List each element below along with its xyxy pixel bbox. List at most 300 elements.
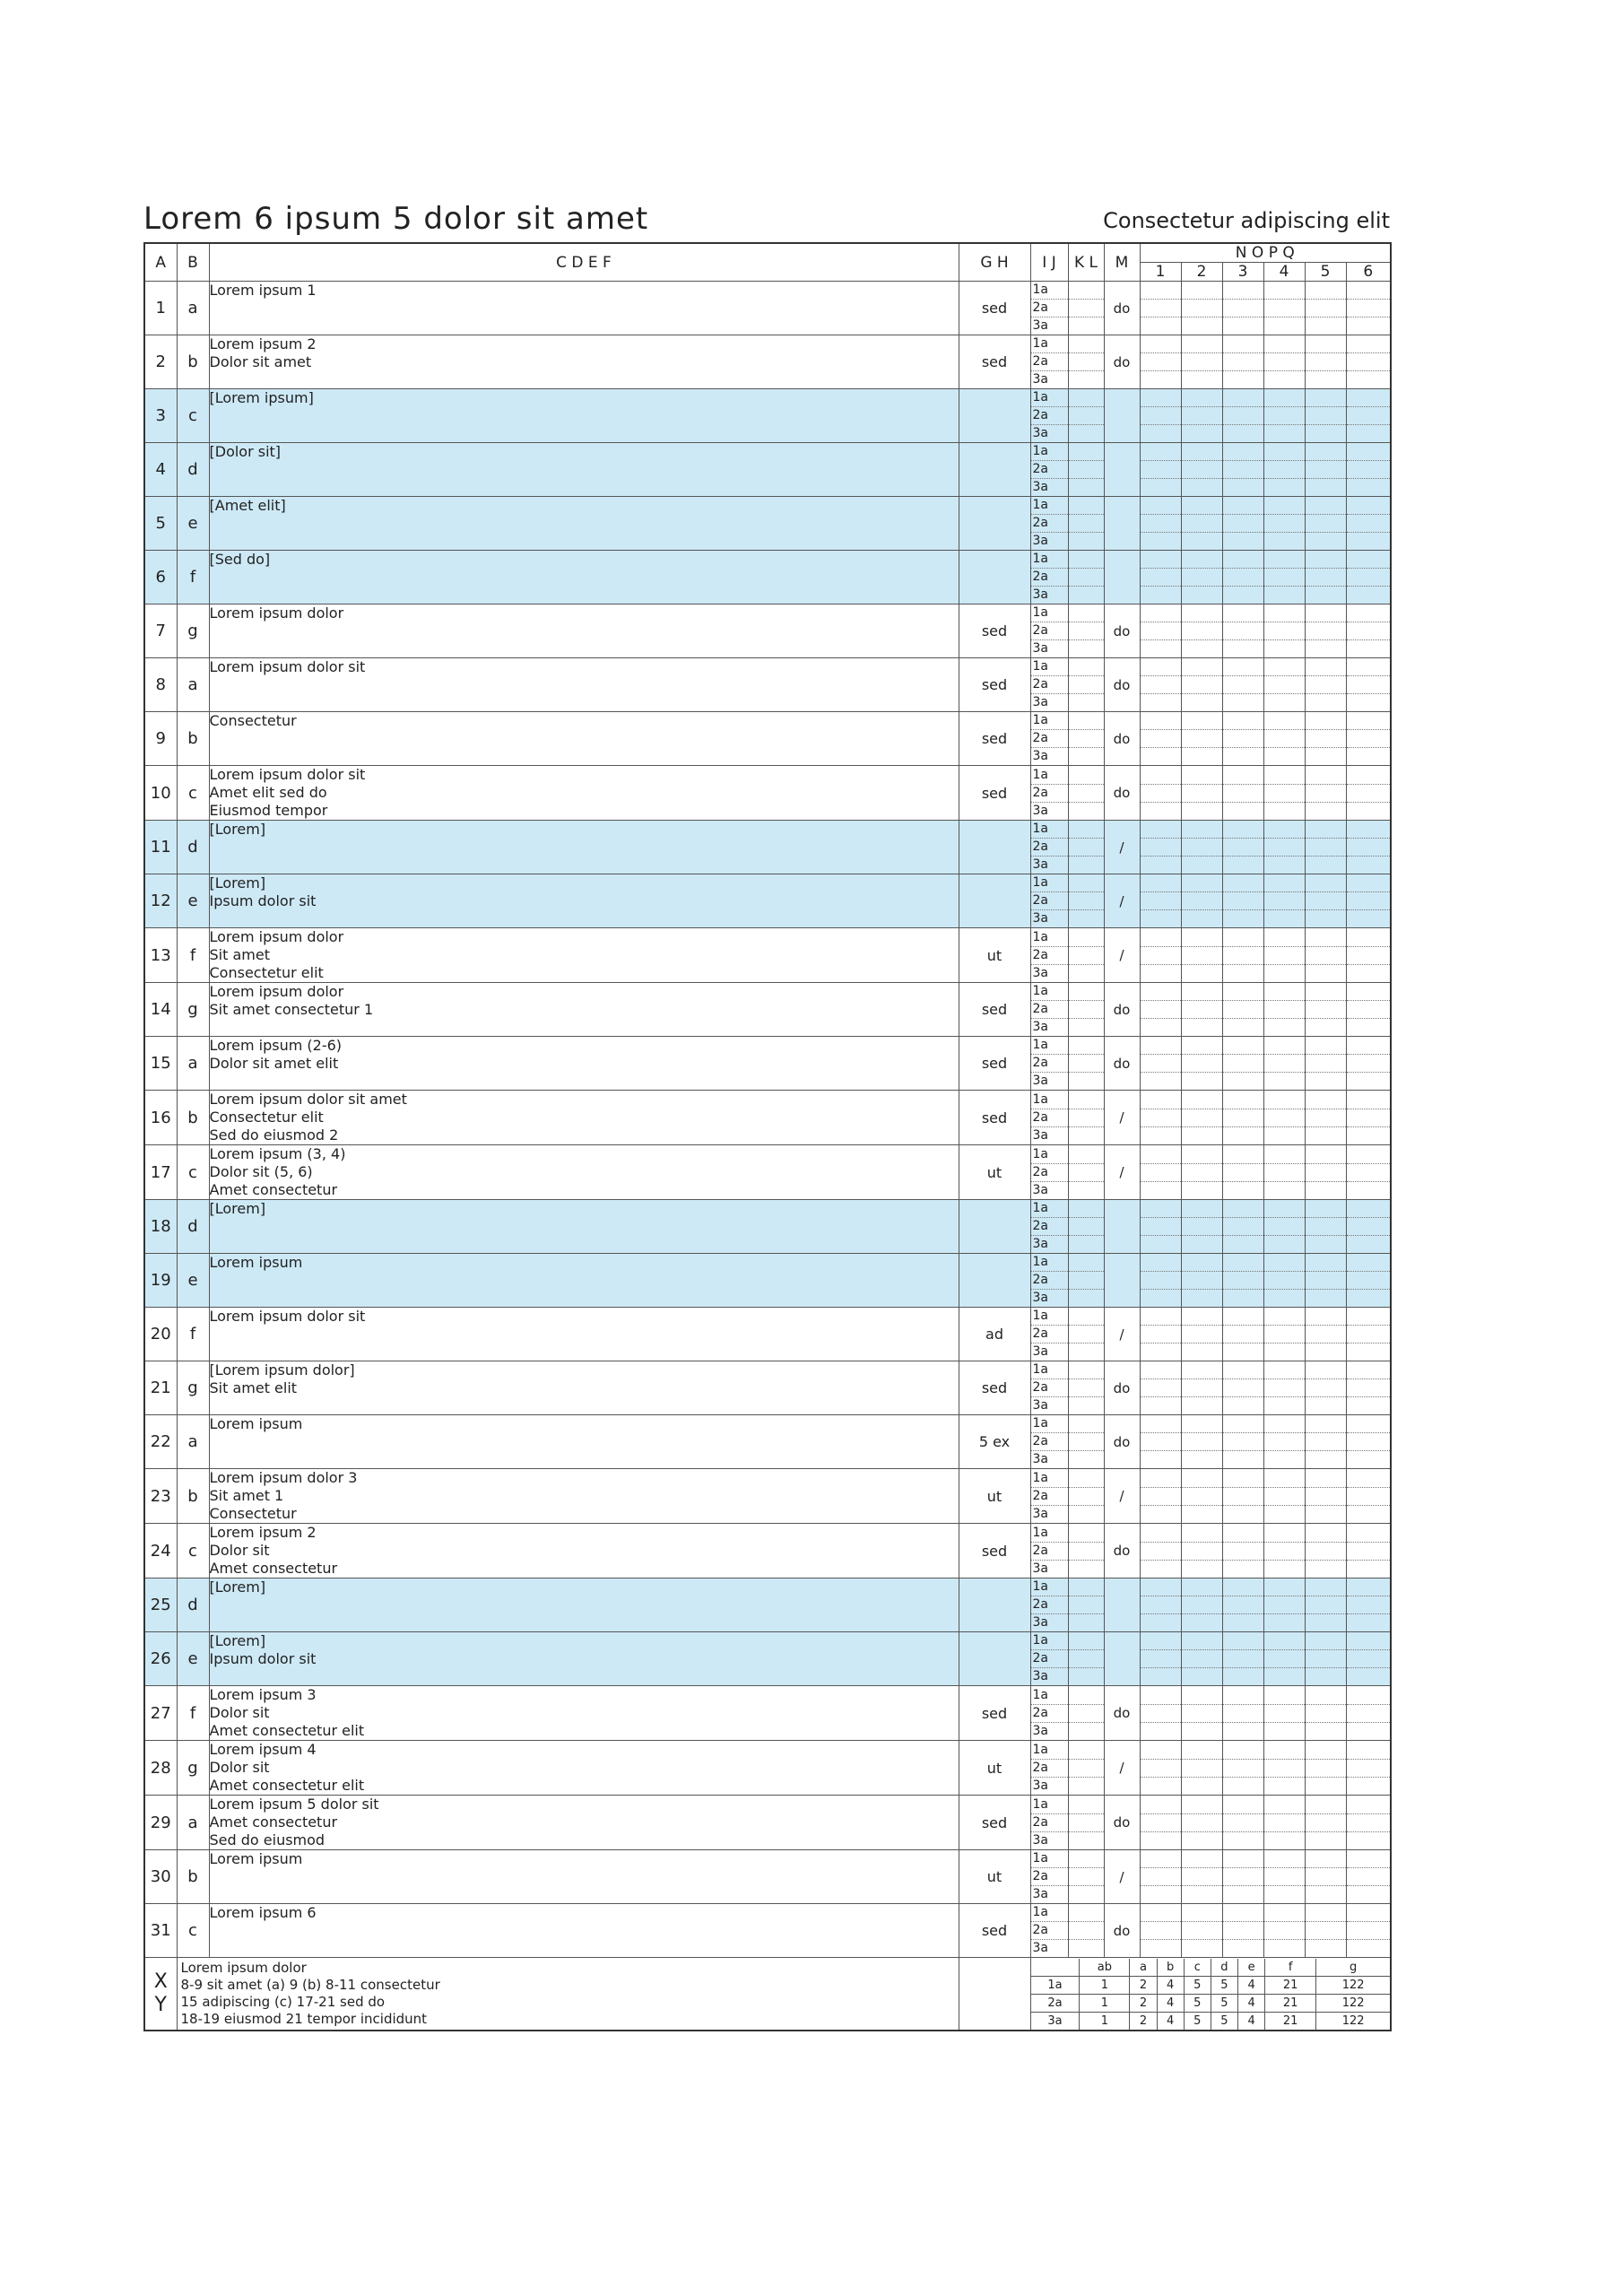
lesson-slot bbox=[1347, 874, 1391, 892]
lunch-slot bbox=[1069, 910, 1104, 927]
lesson-slot bbox=[1347, 425, 1391, 442]
lesson-slot bbox=[1182, 730, 1222, 748]
lesson-cell bbox=[1305, 1796, 1346, 1850]
grade-label: 2a bbox=[1031, 461, 1068, 479]
grade-cell bbox=[1030, 1308, 1068, 1361]
lesson-slot bbox=[1306, 730, 1346, 748]
lesson-slot bbox=[1347, 1525, 1391, 1543]
lesson-slot bbox=[1306, 1218, 1346, 1236]
lesson-slot bbox=[1264, 821, 1305, 839]
schedule-type: sed bbox=[959, 1091, 1030, 1145]
event-cell bbox=[209, 1200, 959, 1254]
lesson-slot bbox=[1264, 1650, 1305, 1668]
lesson-slot bbox=[1182, 1632, 1222, 1650]
lesson-slot bbox=[1141, 622, 1181, 640]
lesson-slot bbox=[1306, 1650, 1346, 1668]
day-row bbox=[144, 1578, 1391, 1632]
lesson-slot bbox=[1306, 1868, 1346, 1886]
lesson-slot bbox=[1182, 1182, 1222, 1199]
lesson-slot bbox=[1264, 1361, 1305, 1379]
lesson-cell bbox=[1181, 335, 1222, 389]
summary-cell-value: 4 bbox=[1238, 1994, 1265, 2012]
grade-cell bbox=[1030, 282, 1068, 335]
lunch-slot bbox=[1069, 1272, 1104, 1290]
lunch-cell bbox=[1068, 551, 1104, 604]
lesson-slot bbox=[1141, 658, 1181, 676]
lesson-slot bbox=[1182, 1814, 1222, 1832]
event-cell bbox=[209, 1850, 959, 1904]
lesson-slot bbox=[1347, 1361, 1391, 1379]
event-line: Sit amet bbox=[209, 946, 270, 963]
grade-label: 2a bbox=[1031, 730, 1068, 748]
lesson-cell bbox=[1222, 335, 1263, 389]
weekday: a bbox=[177, 1037, 209, 1091]
lesson-slot bbox=[1264, 1001, 1305, 1019]
weekday: c bbox=[177, 766, 209, 821]
lesson-slot bbox=[1347, 1055, 1391, 1073]
event-cell bbox=[209, 1796, 959, 1850]
lunch-slot bbox=[1069, 443, 1104, 461]
lesson-cell bbox=[1263, 1200, 1305, 1254]
lesson-cell bbox=[1263, 1091, 1305, 1145]
lesson-cell bbox=[1181, 497, 1222, 551]
lesson-slot bbox=[1223, 533, 1263, 550]
lesson-slot bbox=[1347, 730, 1391, 748]
lesson-slot bbox=[1141, 748, 1181, 765]
grade-cell bbox=[1030, 1850, 1068, 1904]
lesson-cell bbox=[1140, 766, 1181, 821]
lesson-slot bbox=[1141, 371, 1181, 388]
lesson-slot bbox=[1264, 1451, 1305, 1468]
lunch-slot bbox=[1069, 1778, 1104, 1795]
lesson-slot bbox=[1347, 640, 1391, 657]
grade-label: 3a bbox=[1032, 911, 1048, 926]
grade-label: 3a bbox=[1032, 1506, 1048, 1521]
event-line: Lorem ipsum bbox=[209, 1850, 303, 1867]
lunch-cell bbox=[1068, 1469, 1104, 1524]
lesson-slot bbox=[1306, 1415, 1346, 1433]
lesson-slot bbox=[1264, 1326, 1305, 1344]
summary-header-cell: d bbox=[1211, 1959, 1237, 1977]
schedule-type bbox=[959, 389, 1030, 443]
lunch-slot bbox=[1069, 1218, 1104, 1236]
lesson-slot bbox=[1264, 1109, 1305, 1127]
lesson-slot bbox=[1223, 1397, 1263, 1414]
lesson-slot bbox=[1347, 1632, 1391, 1650]
lesson-slot bbox=[1306, 461, 1346, 479]
lesson-slot bbox=[1223, 443, 1263, 461]
lesson-cell bbox=[1263, 1524, 1305, 1578]
lunch-slot bbox=[1069, 300, 1104, 317]
lesson-slot bbox=[1223, 785, 1263, 803]
day-row bbox=[144, 497, 1391, 551]
lesson-cell bbox=[1181, 1524, 1222, 1578]
lunch-slot bbox=[1069, 1886, 1104, 1903]
grade-cell bbox=[1030, 604, 1068, 658]
lunch-slot bbox=[1069, 1850, 1104, 1868]
lesson-cell bbox=[1305, 1578, 1346, 1632]
lesson-cell bbox=[1140, 1091, 1181, 1145]
lesson-slot bbox=[1182, 622, 1222, 640]
lesson-slot bbox=[1347, 317, 1391, 335]
day-number: 11 bbox=[144, 821, 177, 874]
lesson-slot bbox=[1347, 497, 1391, 515]
lesson-slot bbox=[1141, 1200, 1181, 1218]
summary-cell-value: 4 bbox=[1238, 1976, 1265, 1994]
grade-cell bbox=[1030, 1524, 1068, 1578]
lesson-slot bbox=[1223, 1019, 1263, 1036]
grade-label: 3a bbox=[1032, 1182, 1048, 1197]
lesson-slot bbox=[1264, 929, 1305, 947]
lesson-slot bbox=[1347, 1850, 1391, 1868]
lesson-slot bbox=[1141, 1796, 1181, 1814]
lesson-slot bbox=[1223, 389, 1263, 407]
lesson-slot bbox=[1264, 1236, 1305, 1253]
lesson-slot bbox=[1264, 1182, 1305, 1199]
lesson-slot bbox=[1223, 551, 1263, 569]
morning-cell bbox=[1104, 551, 1140, 604]
lesson-slot bbox=[1347, 1687, 1391, 1705]
lesson-slot bbox=[1141, 821, 1181, 839]
lesson-slot bbox=[1141, 1742, 1181, 1760]
lesson-slot bbox=[1306, 1236, 1346, 1253]
grade-cell bbox=[1030, 497, 1068, 551]
lesson-slot bbox=[1306, 1470, 1346, 1488]
lesson-slot bbox=[1223, 1760, 1263, 1778]
event-line: [Sed do] bbox=[209, 551, 271, 568]
lesson-cell bbox=[1222, 1200, 1263, 1254]
lesson-slot bbox=[1141, 1272, 1181, 1290]
weekday: g bbox=[177, 983, 209, 1037]
lesson-cell bbox=[1346, 1037, 1391, 1091]
lesson-slot bbox=[1182, 479, 1222, 496]
lesson-cell bbox=[1305, 821, 1346, 874]
lesson-slot bbox=[1182, 1940, 1222, 1957]
event-line: Lorem ipsum bbox=[209, 1415, 303, 1432]
lesson-slot bbox=[1182, 533, 1222, 550]
lesson-slot bbox=[1141, 1886, 1181, 1903]
lesson-slot bbox=[1182, 910, 1222, 927]
lesson-slot bbox=[1141, 1308, 1181, 1326]
day-row bbox=[144, 1524, 1391, 1578]
lesson-slot bbox=[1347, 1379, 1391, 1397]
lesson-slot bbox=[1141, 317, 1181, 335]
morning-cell: / bbox=[1104, 1308, 1140, 1361]
morning-cell: / bbox=[1104, 1091, 1140, 1145]
lesson-slot bbox=[1182, 497, 1222, 515]
lesson-slot bbox=[1306, 1379, 1346, 1397]
lesson-slot bbox=[1182, 947, 1222, 965]
lesson-cell bbox=[1181, 604, 1222, 658]
lesson-slot bbox=[1182, 1091, 1222, 1109]
grade-cell bbox=[1030, 1741, 1068, 1796]
grade-label: 1a bbox=[1031, 1632, 1068, 1650]
lesson-slot bbox=[1264, 622, 1305, 640]
lesson-slot bbox=[1182, 676, 1222, 694]
lesson-cell bbox=[1305, 1741, 1346, 1796]
event-line: Lorem ipsum 2 bbox=[209, 335, 317, 352]
lunch-slot bbox=[1069, 694, 1104, 711]
lesson-cell bbox=[1181, 658, 1222, 712]
summary-cell-value: 21 bbox=[1265, 1994, 1316, 2012]
summary-cell-value: 2a bbox=[1031, 1994, 1080, 2012]
lesson-slot bbox=[1347, 1164, 1391, 1182]
lesson-slot bbox=[1182, 1506, 1222, 1523]
lesson-slot bbox=[1182, 1344, 1222, 1361]
day-number: 13 bbox=[144, 928, 177, 983]
lunch-slot bbox=[1069, 1922, 1104, 1940]
lesson-slot bbox=[1141, 1451, 1181, 1468]
grade-label: 1a bbox=[1031, 1796, 1068, 1814]
summary-cell-value: 5 bbox=[1184, 1994, 1211, 2012]
lunch-cell bbox=[1068, 1308, 1104, 1361]
grade-label: 2a bbox=[1031, 569, 1068, 587]
lesson-cell bbox=[1305, 1524, 1346, 1578]
lesson-cell bbox=[1222, 983, 1263, 1037]
lesson-cell bbox=[1346, 443, 1391, 497]
col-schedule-header: G H bbox=[959, 243, 1030, 282]
lesson-cell bbox=[1181, 928, 1222, 983]
lesson-slot bbox=[1264, 1415, 1305, 1433]
lesson-slot bbox=[1141, 282, 1181, 300]
event-cell bbox=[209, 335, 959, 389]
days-body bbox=[144, 282, 1391, 1958]
grade-cell bbox=[1030, 821, 1068, 874]
day-number: 7 bbox=[144, 604, 177, 658]
lunch-cell bbox=[1068, 1578, 1104, 1632]
lesson-slot bbox=[1182, 892, 1222, 910]
schedule-type bbox=[959, 1200, 1030, 1254]
lesson-slot bbox=[1264, 1850, 1305, 1868]
lesson-slot bbox=[1141, 1433, 1181, 1451]
grade-label: 2a bbox=[1031, 676, 1068, 694]
event-line: Eiusmod tempor bbox=[209, 802, 328, 819]
lesson-cell bbox=[1181, 1415, 1222, 1469]
lesson-slot bbox=[1347, 1019, 1391, 1036]
col-lunch-header: K L bbox=[1068, 243, 1104, 282]
lesson-slot bbox=[1306, 1796, 1346, 1814]
grade-label: 3a bbox=[1032, 857, 1048, 872]
grade-label: 1a bbox=[1031, 335, 1068, 353]
day-number: 18 bbox=[144, 1200, 177, 1254]
lesson-cell bbox=[1263, 1254, 1305, 1308]
lunch-cell bbox=[1068, 1796, 1104, 1850]
lesson-slot bbox=[1347, 1543, 1391, 1561]
lunch-slot bbox=[1069, 1433, 1104, 1451]
day-number: 8 bbox=[144, 658, 177, 712]
lunch-slot bbox=[1069, 1344, 1104, 1361]
lesson-slot bbox=[1141, 1146, 1181, 1164]
col-morning-header: M bbox=[1104, 243, 1140, 282]
lesson-slot bbox=[1182, 1723, 1222, 1740]
lesson-slot bbox=[1306, 1668, 1346, 1685]
lesson-slot bbox=[1347, 839, 1391, 857]
lesson-slot bbox=[1141, 1344, 1181, 1361]
morning-cell bbox=[1104, 1200, 1140, 1254]
day-row bbox=[144, 1415, 1391, 1469]
lesson-cell bbox=[1263, 1741, 1305, 1796]
grade-label: 2a bbox=[1031, 785, 1068, 803]
summary-cell-value: 122 bbox=[1316, 2012, 1390, 2030]
lesson-slot bbox=[1264, 515, 1305, 533]
grade-cell bbox=[1030, 1469, 1068, 1524]
lesson-slot bbox=[1264, 497, 1305, 515]
lesson-slot bbox=[1141, 1415, 1181, 1433]
lesson-slot bbox=[1141, 1254, 1181, 1272]
lesson-slot bbox=[1182, 1778, 1222, 1795]
lesson-slot bbox=[1141, 604, 1181, 622]
lesson-slot bbox=[1306, 1940, 1346, 1957]
lesson-slot bbox=[1264, 1488, 1305, 1506]
morning-cell: do bbox=[1104, 1686, 1140, 1741]
grade-label: 3a bbox=[1032, 803, 1048, 818]
morning-cell: do bbox=[1104, 766, 1140, 821]
lesson-slot bbox=[1182, 300, 1222, 317]
event-line: [Lorem ipsum dolor] bbox=[209, 1361, 355, 1378]
lesson-slot bbox=[1182, 640, 1222, 657]
day-row bbox=[144, 551, 1391, 604]
grade-cell bbox=[1030, 551, 1068, 604]
lesson-slot bbox=[1223, 857, 1263, 874]
lesson-slot bbox=[1223, 1001, 1263, 1019]
schedule-type bbox=[959, 1632, 1030, 1686]
lesson-slot bbox=[1141, 1525, 1181, 1543]
lesson-slot bbox=[1141, 892, 1181, 910]
lesson-slot bbox=[1182, 1290, 1222, 1307]
lesson-slot bbox=[1306, 1433, 1346, 1451]
period-header: 1 bbox=[1140, 263, 1181, 282]
event-line: Consectetur bbox=[209, 1505, 297, 1522]
lesson-slot bbox=[1347, 1073, 1391, 1090]
lesson-slot bbox=[1182, 1379, 1222, 1397]
lesson-slot bbox=[1182, 821, 1222, 839]
lesson-slot bbox=[1223, 1182, 1263, 1199]
grade-label: 2a bbox=[1031, 1379, 1068, 1397]
lesson-slot bbox=[1141, 965, 1181, 982]
day-row bbox=[144, 874, 1391, 928]
morning-cell: do bbox=[1104, 1796, 1140, 1850]
day-number: 20 bbox=[144, 1308, 177, 1361]
lesson-slot bbox=[1182, 1650, 1222, 1668]
lesson-slot bbox=[1306, 443, 1346, 461]
lesson-slot bbox=[1223, 1218, 1263, 1236]
lesson-slot bbox=[1141, 839, 1181, 857]
event-line: Lorem ipsum dolor sit bbox=[209, 1308, 366, 1325]
lesson-slot bbox=[1306, 1164, 1346, 1182]
lesson-slot bbox=[1347, 604, 1391, 622]
lunch-slot bbox=[1069, 1561, 1104, 1578]
lesson-slot bbox=[1347, 1218, 1391, 1236]
lunch-slot bbox=[1069, 676, 1104, 694]
lesson-slot bbox=[1141, 1506, 1181, 1523]
lesson-cell bbox=[1140, 983, 1181, 1037]
lesson-slot bbox=[1264, 767, 1305, 785]
grade-label: 2a bbox=[1031, 1218, 1068, 1236]
lunch-slot bbox=[1069, 965, 1104, 982]
day-row bbox=[144, 1145, 1391, 1200]
event-line: [Dolor sit] bbox=[209, 443, 282, 460]
col-grade-header: I J bbox=[1030, 243, 1068, 282]
lesson-cell bbox=[1346, 1200, 1391, 1254]
day-row bbox=[144, 604, 1391, 658]
lesson-slot bbox=[1306, 1326, 1346, 1344]
lesson-slot bbox=[1306, 1760, 1346, 1778]
lesson-slot bbox=[1182, 1146, 1222, 1164]
lesson-slot bbox=[1141, 497, 1181, 515]
lesson-slot bbox=[1306, 640, 1346, 657]
lesson-slot bbox=[1347, 533, 1391, 550]
summary-cell-value: 1 bbox=[1080, 1994, 1130, 2012]
lesson-cell bbox=[1140, 1904, 1181, 1958]
lesson-slot bbox=[1306, 748, 1346, 765]
lesson-slot bbox=[1264, 1433, 1305, 1451]
title-row bbox=[143, 179, 1390, 237]
lesson-slot bbox=[1347, 1272, 1391, 1290]
lesson-cell bbox=[1222, 551, 1263, 604]
lesson-cell bbox=[1140, 551, 1181, 604]
lesson-slot bbox=[1306, 1832, 1346, 1849]
lunch-slot bbox=[1069, 461, 1104, 479]
day-number: 2 bbox=[144, 335, 177, 389]
lesson-cell bbox=[1222, 928, 1263, 983]
lesson-cell bbox=[1305, 1632, 1346, 1686]
lesson-slot bbox=[1264, 533, 1305, 550]
lesson-slot bbox=[1347, 1415, 1391, 1433]
schedule-type: sed bbox=[959, 766, 1030, 821]
lesson-slot bbox=[1347, 335, 1391, 353]
lesson-slot bbox=[1264, 1742, 1305, 1760]
lesson-slot bbox=[1347, 1290, 1391, 1307]
weekday: d bbox=[177, 821, 209, 874]
day-row bbox=[144, 1850, 1391, 1904]
lesson-slot bbox=[1182, 1073, 1222, 1090]
grade-label: 3a bbox=[1032, 965, 1048, 980]
lesson-slot bbox=[1182, 1525, 1222, 1543]
lesson-slot bbox=[1264, 1596, 1305, 1614]
lesson-slot bbox=[1182, 1868, 1222, 1886]
lesson-slot bbox=[1306, 1146, 1346, 1164]
summary-table bbox=[1031, 1959, 1391, 2030]
lesson-slot bbox=[1223, 947, 1263, 965]
morning-cell: do bbox=[1104, 712, 1140, 766]
day-number: 9 bbox=[144, 712, 177, 766]
event-cell bbox=[209, 1254, 959, 1308]
lesson-slot bbox=[1306, 1037, 1346, 1055]
grade-cell bbox=[1030, 389, 1068, 443]
grade-label: 3a bbox=[1032, 695, 1048, 709]
lesson-slot bbox=[1306, 892, 1346, 910]
schedule-type bbox=[959, 1578, 1030, 1632]
lunch-cell bbox=[1068, 874, 1104, 928]
day-number: 17 bbox=[144, 1145, 177, 1200]
lesson-slot bbox=[1347, 282, 1391, 300]
lesson-slot bbox=[1347, 1614, 1391, 1631]
lunch-slot bbox=[1069, 767, 1104, 785]
lunch-slot bbox=[1069, 983, 1104, 1001]
lesson-cell bbox=[1305, 983, 1346, 1037]
lunch-slot bbox=[1069, 371, 1104, 388]
lesson-slot bbox=[1306, 1578, 1346, 1596]
lunch-slot bbox=[1069, 712, 1104, 730]
lesson-slot bbox=[1306, 929, 1346, 947]
lesson-slot bbox=[1306, 300, 1346, 317]
lesson-cell bbox=[1346, 335, 1391, 389]
lesson-slot bbox=[1141, 443, 1181, 461]
lesson-cell bbox=[1181, 1145, 1222, 1200]
summary-cell-value: 4 bbox=[1157, 1994, 1184, 2012]
grade-label: 3a bbox=[1032, 1669, 1048, 1683]
lesson-slot bbox=[1223, 1687, 1263, 1705]
